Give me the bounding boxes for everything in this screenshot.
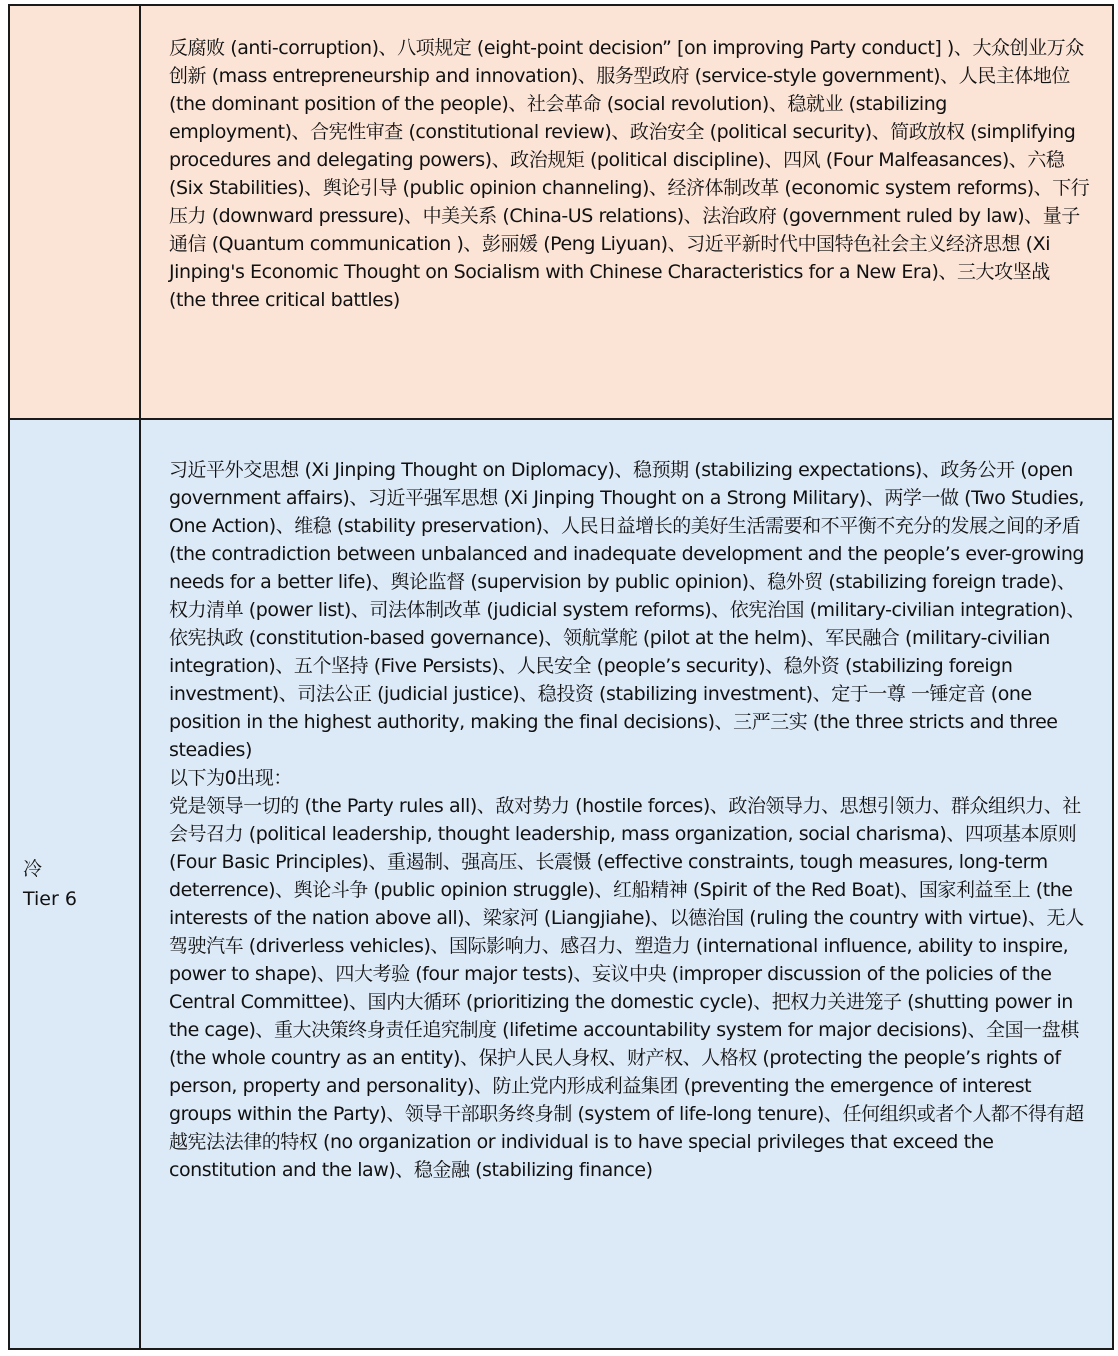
tier-label-zh: 冷 <box>23 858 43 880</box>
tier-terms-text: 习近平外交思想 (Xi Jinping Thought on Diplomacy)、稳预期 (stabilizing expectations)、政务公开 (open government affairs)、习近平强军思想 (Xi Jinping Thought on a Strong Military)、两学一做 (Two Studies, One Action)、维稳 (stability preservation)、人民日益增长的美好生活需要和不平衡不充分的发展之间的矛盾 (the contradiction between unbalanced and inadequate development and the people’s ever-growing needs for a better life)、舆论监督 (supervision by public opinion)、稳外贸 (stabilizing foreign trade)、权力清单 (power list)、司法体制改革 (judicial system reforms)、依宪治国 (military-civilian integration)、依宪执政 (constitution-based governance)、领航掌舵 (pilot at the helm)、军民融合 (military-civilian integration)、五个坚持 (Five Persists)、人民安全 (people’s security)、稳外资 (stabilizing foreign investment)、司法公正 (judicial justice)、稳投资 (stabilizing investment)、定于一尊 一锤定音 (one position in the highest authority, making the final decisions)、三严三实 (the three stricts and three steadies) 以下为0出现： 党是领导一切的 (the Party rules all)、敌对势力 (hostile forces)、政治领导力、思想引领力、群众组织力、社会号召力 (political leadership, thought leadership, mass organization, social charisma)、四项基本原则 (Four Basic Principles)、重遏制、强高压、长震慑 (effective constraints, tough measures, long-term deterrence)、舆论斗争 (public opinion struggle)、红船精神 (Spirit of the Red Boat)、国家利益至上 (the interests of the nation above all)、梁家河 (Liangjiahe)、以德治国 (ruling the country with virtue)、无人驾驶汽车 (driverless vehicles)、国际影响力、感召力、塑造力 (international influence, ability to inspire, power to shape)、四大考验 (four major tests)、妄议中央 (improper discussion of the policies of the Central Committee)、国内大循环 (prioritizing the domestic cycle)、把权力关进笼子 (shutting power in the cage)、重大决策终身责任追究制度 (lifetime accountability system for major decisions)、全国一盘棋 (the whole country as an entity)、保护人民人身权、财产权、人格权 (protecting the people’s rights of person, property and personality)、防止党内形成利益集团 (preventing the emergence of interest groups within the Party)、领导干部职务终身制 (system of life-long tenure)、任何组织或者个人都不得有超越宪法法律的特权 (no organization or individual is to have special privileges that exceed the constitution and the law)、稳金融 (stabilizing finance) <box>169 459 1085 1181</box>
tier-label <box>10 854 139 914</box>
tier-content-cell <box>140 5 1113 419</box>
tier-row-upper <box>9 5 1113 419</box>
tier-label-cell <box>9 419 140 1349</box>
tier-table <box>8 4 1114 1350</box>
tier-terms-text: 反腐败 (anti-corruption)、八项规定 (eight-point decision” [on improving Party conduct] )、大众创业万众创新 (mass entrepreneurship and innovation)、服务型政府 (service-style government)、人民主体地位 (the dominant position of the people)、社会革命 (social revolution)、稳就业 (stabilizing employment)、合宪性审查 (constitutional review)、政治安全 (political security)、简政放权 (simplifying procedures and delegating powers)、政治规矩 (political discipline)、四风 (Four Malfeasances)、六稳 (Six Stabilities)、舆论引导 (public opinion channeling)、经济体制改革 (economic system reforms)、下行压力 (downward pressure)、中美关系 (China-US relations)、法治政府 (government ruled by law)、量子通信 (Quantum communication )、彭丽媛 (Peng Liyuan)、习近平新时代中国特色社会主义经济思想 (Xi Jinping's Economic Thought on Socialism with Chinese Characteristics for a New Era)、三大攻坚战 (the three critical battles) <box>169 37 1090 311</box>
tier-row-6 <box>9 419 1113 1349</box>
tier-label-number: Tier 6 <box>23 888 77 910</box>
tier-content-cell <box>140 419 1113 1349</box>
tier-label-cell <box>9 5 140 419</box>
